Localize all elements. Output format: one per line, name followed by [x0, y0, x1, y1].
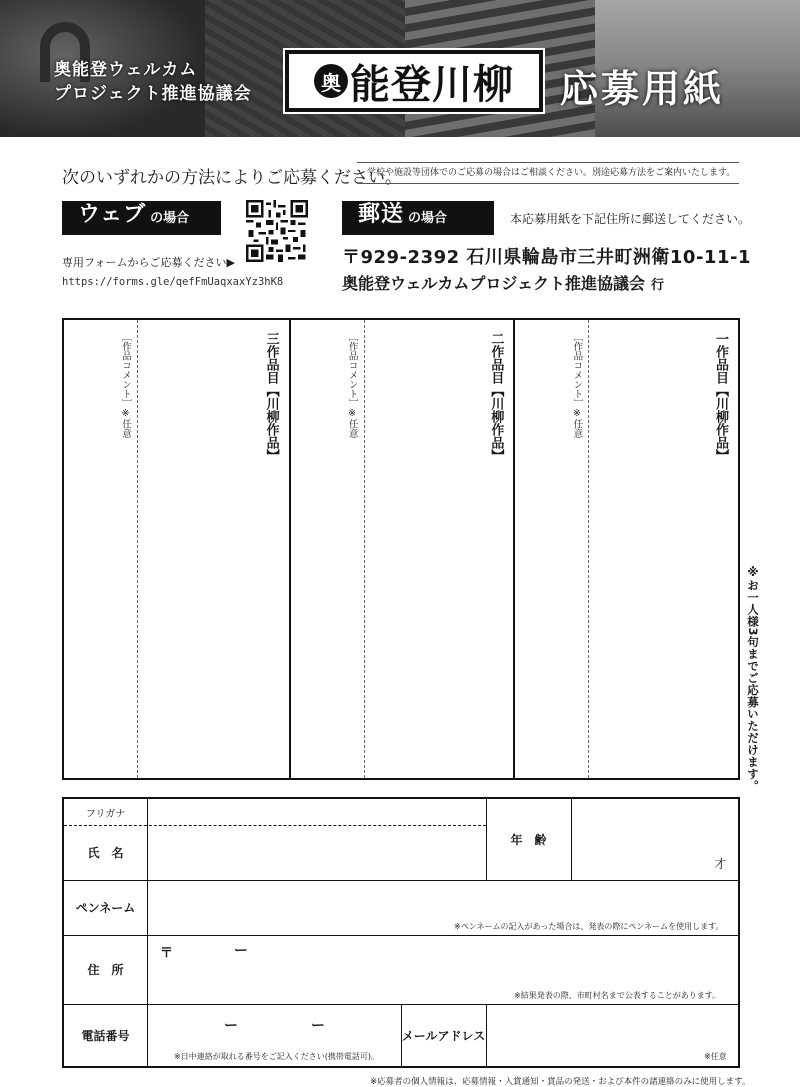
furigana-label: フリガナ [85, 808, 126, 820]
name-label: 氏 名 [87, 846, 124, 860]
qr-code-icon[interactable] [244, 198, 310, 264]
entry-second-comment-label: ［作品コメント］※任意 [346, 332, 358, 438]
email-field[interactable] [487, 1005, 738, 1066]
organizer-title: 奥能登ウェルカム プロジェクト推進協議会 [54, 60, 252, 104]
entry-second-comment-field[interactable] [291, 320, 364, 778]
entry-first [513, 320, 738, 778]
address-label: 住 所 [87, 963, 124, 977]
phone-dash-2: ー [311, 1018, 325, 1034]
mailing-address: 〒929-2392 石川県輪島市三井町洲衛10-11-1 [342, 247, 751, 268]
entry-second-label: 二作品目【川柳作品】 [488, 332, 504, 462]
phone-note: ※日中連絡が取れる番号をご記入ください(携帯電話可)。 [174, 1052, 379, 1061]
entry-third-comment-label: ［作品コメント］※任意 [120, 332, 131, 438]
phone-label: 電話番号 [81, 1028, 130, 1043]
postal-mark: 〒 [160, 946, 174, 961]
postal-dash: ー [234, 943, 248, 959]
phone-dash-1: ー [224, 1018, 238, 1034]
entry-second-senryu-field[interactable] [365, 320, 514, 778]
applicant-info-table [62, 797, 740, 1068]
web-form-link[interactable]: https://forms.gle/qefFmUaqxaxYz3hK8 [62, 276, 284, 288]
penname-note: ※ペンネームの記入があった場合は、発表の際にペンネームを使用します。 [454, 922, 724, 931]
web-instruction: 専用フォームからご応募ください▶ [62, 256, 235, 269]
penname-label: ペンネーム [75, 901, 136, 915]
entry-third-senryu-field[interactable] [138, 320, 289, 778]
entry-limit-note: ※お一人様3句までご応募いただけます。 [746, 565, 760, 793]
header-banner [0, 0, 800, 137]
logo-text: 能登川柳 [350, 61, 514, 108]
entry-first-label: 一作品目【川柳作品】 [713, 332, 728, 462]
furigana-field[interactable] [148, 799, 486, 825]
entry-third-comment-field[interactable] [64, 320, 137, 778]
intro-heading: 次のいずれかの方法によりご応募ください。 [62, 168, 402, 188]
logo-circle-mark: 奥 [314, 64, 348, 98]
mail-addressee: 奥能登ウェルカムプロジェクト推進協議会 行 [342, 274, 665, 293]
mail-method-tag: 郵送 の場合 [342, 201, 494, 235]
email-label: メールアドレス [401, 1028, 486, 1043]
privacy-footer: ※応募者の個人情報は、応募情報・入賞通知・賞品の発送・および本件の諸連絡のみに使用します。 [370, 1077, 751, 1087]
entry-third [64, 320, 289, 778]
age-unit: 才 [714, 857, 727, 871]
name-field[interactable] [148, 826, 486, 880]
entry-third-label: 三作品目【川柳作品】 [263, 332, 279, 462]
intro-note: 学校や施設等団体でのご応募の場合はご相談ください。別途応募方法をご案内いたします。 [357, 162, 739, 184]
age-label: 年 齢 [510, 833, 547, 847]
event-logo [285, 50, 543, 112]
entry-second [289, 320, 514, 778]
entry-first-comment-label: ［作品コメント］※任意 [571, 332, 583, 438]
address-note: ※結果発表の際、市町村名まで公表することがあります。 [514, 991, 721, 1000]
entry-first-senryu-field[interactable] [589, 320, 738, 778]
entry-first-comment-field[interactable] [515, 320, 588, 778]
mail-instruction: 本応募用紙を下記住所に郵送してください。 [510, 212, 751, 226]
email-note: ※任意 [704, 1052, 727, 1061]
form-title: 応募用紙 [560, 67, 725, 111]
web-method-tag: ウェブ の場合 [62, 201, 221, 235]
senryu-entry-grid [62, 318, 740, 780]
